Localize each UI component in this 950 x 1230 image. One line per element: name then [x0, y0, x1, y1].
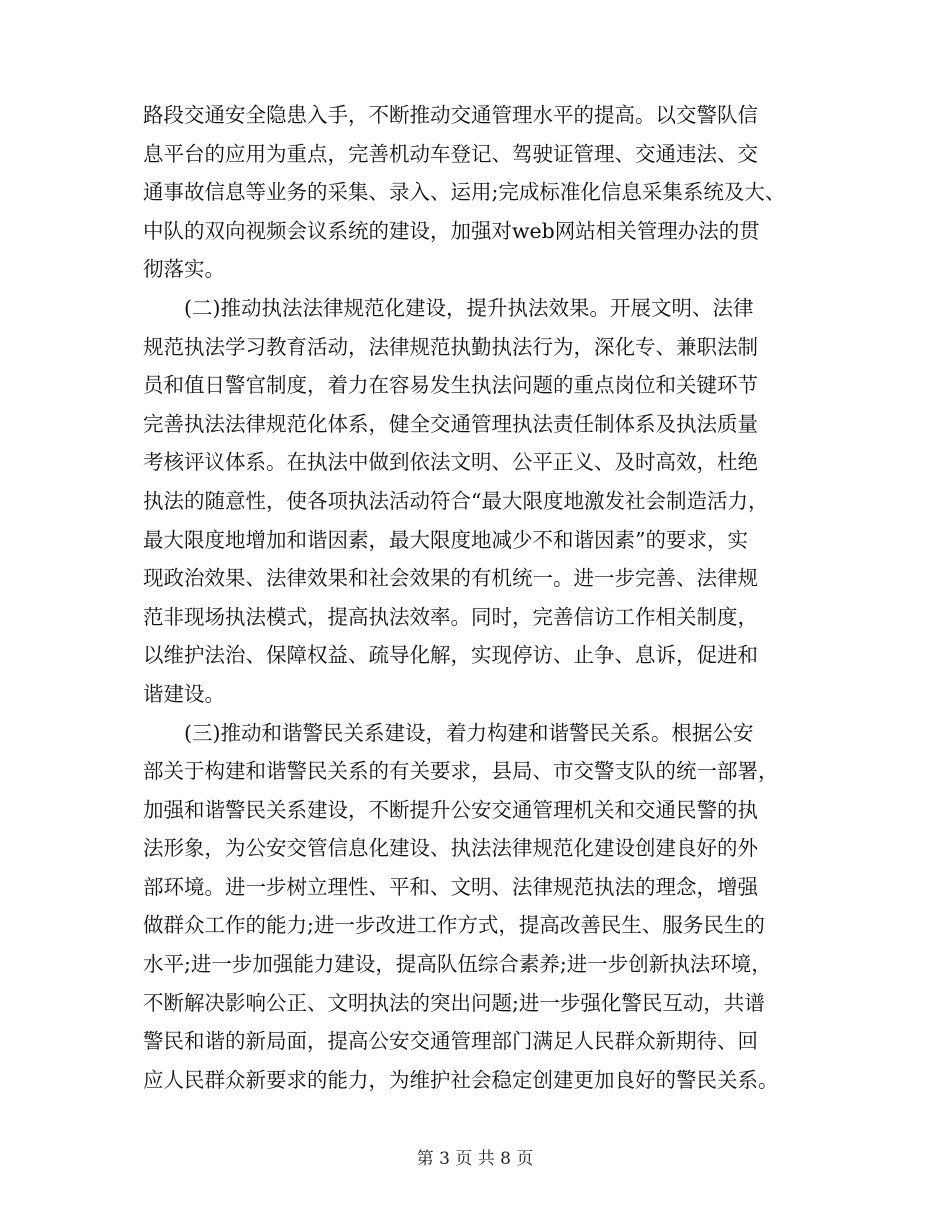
body-line: 加强和谐警民关系建设，不断提升公安交通管理机关和交通民警的执 — [143, 797, 758, 822]
body-line: 部环境。进一步树立理性、平和、文明、法律规范执法的理念，增强 — [143, 874, 758, 899]
body-line: 路段交通安全隐患入手，不断推动交通管理水平的提高。以交警队信 — [143, 103, 758, 127]
body-line: 谐建设。 — [143, 681, 225, 706]
body-line: 通事故信息等业务的采集、录入、运用;完成标准化信息采集系统及大、 — [143, 180, 786, 205]
body-line: 执法的随意性，使各项执法活动符合“最大限度地激发社会制造活力， — [143, 488, 769, 513]
body-line: 范非现场执法模式，提高执法效率。同时，完善信访工作相关制度， — [143, 604, 758, 629]
body-line: 规范执法学习教育活动，法律规范执勤执法行为，深化专、兼职法制 — [143, 334, 758, 359]
body-line: 息平台的应用为重点，完善机动车登记、驾驶证管理、交通违法、交 — [143, 141, 758, 166]
document-body — [143, 96, 823, 1099]
body-line: 以维护法治、保障权益、疏导化解，实现停访、止争、息诉，促进和 — [143, 643, 758, 668]
body-line: 警民和谐的新局面，提高公安交通管理部门满足人民群众新期待、回 — [143, 1029, 758, 1054]
body-line: 做群众工作的能力;进一步改进工作方式，提高改善民生、服务民生的 — [143, 913, 765, 938]
body-line: 员和值日警官制度，着力在容易发生执法问题的重点岗位和关键环节 — [143, 373, 758, 398]
body-line: 部关于构建和谐警民关系的有关要求，县局、市交警支队的统一部署， — [143, 759, 779, 784]
body-line: 考核评议体系。在执法中做到依法文明、公平正义、及时高效，杜绝 — [143, 450, 758, 475]
body-line: 应人民群众新要求的能力，为维护社会稳定创建更加良好的警民关系。 — [143, 1067, 779, 1092]
section-heading-line: (二)推动执法法律规范化建设，提升执法效果。开展文明、法律 — [184, 295, 754, 320]
body-line: 现政治效果、法律效果和社会效果的有机统一。进一步完善、法律规 — [143, 566, 758, 591]
section-heading-line: (三)推动和谐警民关系建设，着力构建和谐警民关系。根据公安 — [184, 720, 754, 745]
body-line: 中队的双向视频会议系统的建设，加强对web网站相关管理办法的贯 — [143, 218, 760, 243]
body-line: 法形象，为公安交管信息化建设、执法法律规范化建设创建良好的外 — [143, 836, 758, 861]
body-line: 不断解决影响公正、文明执法的突出问题;进一步强化警民互动，共谱 — [143, 990, 765, 1015]
body-line: 水平;进一步加强能力建设，提高队伍综合素养;进一步创新执法环境， — [143, 952, 772, 977]
body-line: 完善执法法律规范化体系，健全交通管理执法责任制体系及执法质量 — [143, 411, 758, 436]
page-number-footer: 第 3 页 共 8 页 — [416, 1149, 534, 1169]
body-line: 最大限度地增加和谐因素，最大限度地减少不和谐因素”的要求，实 — [143, 527, 748, 552]
body-line: 彻落实。 — [143, 257, 225, 282]
